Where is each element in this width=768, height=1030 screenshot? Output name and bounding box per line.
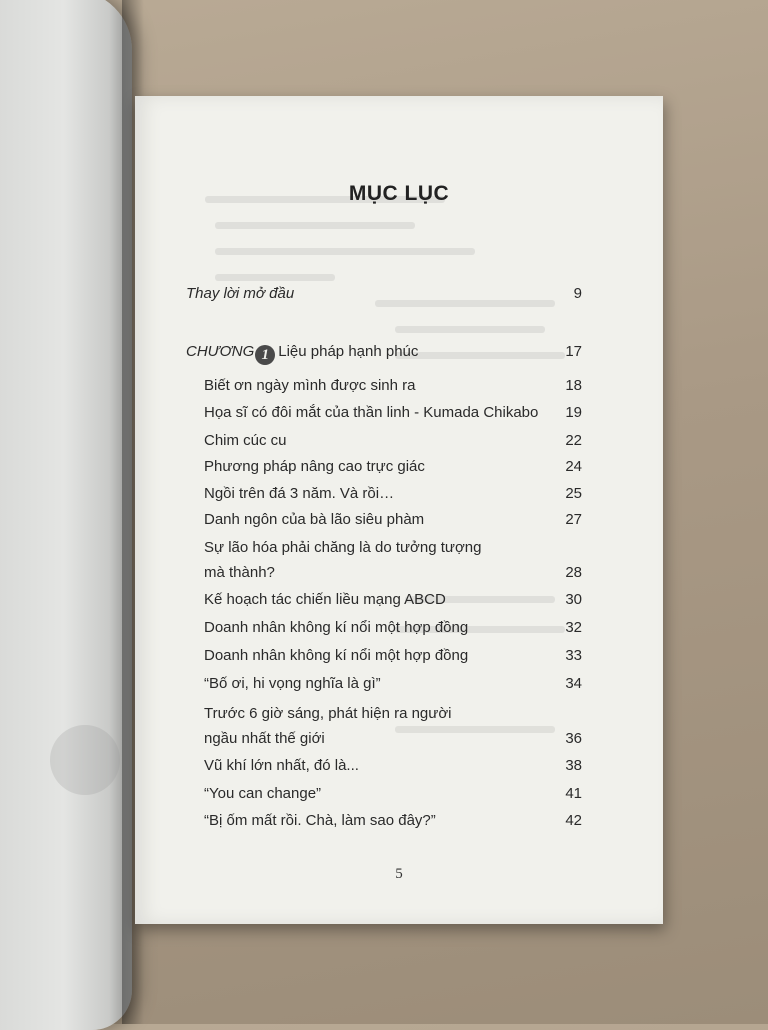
toc-entry-page: 28 bbox=[565, 564, 582, 581]
toc-list bbox=[135, 96, 663, 924]
toc-entry-title: “You can change” bbox=[204, 785, 322, 802]
toc-entry-title: Biết ơn ngày mình được sinh ra bbox=[204, 377, 416, 394]
toc-entry-page: 9 bbox=[573, 285, 582, 302]
toc-entry[interactable] bbox=[204, 782, 582, 806]
toc-entry-page: 34 bbox=[565, 675, 582, 692]
toc-entry-page: 30 bbox=[565, 591, 582, 608]
toc-entry[interactable] bbox=[204, 508, 582, 532]
toc-entry[interactable] bbox=[204, 374, 582, 398]
left-page bbox=[0, 0, 132, 1030]
toc-entry-title-line-2: ngầu nhất thế giới bbox=[204, 730, 325, 747]
toc-entry[interactable] bbox=[204, 401, 582, 425]
page-number: 5 bbox=[395, 866, 403, 882]
toc-entry-title: Thay lời mở đầu bbox=[186, 285, 295, 302]
toc-entry-title: Ngồi trên đá 3 năm. Và rồi… bbox=[204, 485, 395, 502]
toc-entry-title: Họa sĩ có đôi mắt của thần linh - Kumada Chikabo bbox=[204, 404, 539, 421]
toc-entry-continued[interactable] bbox=[204, 561, 582, 585]
toc-entry-title-line-1: Trước 6 giờ sáng, phát hiện ra người bbox=[204, 705, 452, 722]
toc-entry[interactable] bbox=[204, 455, 582, 479]
toc-entry-title: Vũ khí lớn nhất, đó là... bbox=[204, 757, 359, 774]
toc-entry[interactable] bbox=[204, 754, 582, 778]
chapter-number-badge: 1 bbox=[255, 345, 275, 365]
toc-entry-page: 36 bbox=[565, 730, 582, 747]
left-page-show-through bbox=[50, 725, 120, 795]
toc-entry-page: 19 bbox=[565, 404, 582, 421]
toc-entry-page: 38 bbox=[565, 757, 582, 774]
toc-entry-page: 17 bbox=[565, 343, 582, 360]
toc-entry-page: 25 bbox=[565, 485, 582, 502]
toc-entry-title: Doanh nhân không kí nổi một hợp đồng bbox=[204, 619, 469, 636]
toc-entry-page: 24 bbox=[565, 458, 582, 475]
toc-entry[interactable] bbox=[204, 429, 582, 453]
toc-entry-page: 18 bbox=[565, 377, 582, 394]
toc-entry-title: Doanh nhân không kí nổi một hợp đồng bbox=[204, 647, 469, 664]
toc-entry-title: Chim cúc cu bbox=[204, 432, 287, 449]
toc-entry-page: 33 bbox=[565, 647, 582, 664]
toc-entry-page: 22 bbox=[565, 432, 582, 449]
toc-entry-page: 27 bbox=[565, 511, 582, 528]
toc-entry[interactable] bbox=[204, 616, 582, 640]
toc-entry-page: 42 bbox=[565, 812, 582, 829]
toc-entry-page: 41 bbox=[565, 785, 582, 802]
toc-entry-continued[interactable] bbox=[204, 727, 582, 751]
toc-entry[interactable] bbox=[204, 536, 582, 560]
toc-title: MỤC LỤC bbox=[348, 182, 450, 205]
toc-entry-title-line-2: mà thành? bbox=[204, 564, 275, 581]
toc-entry[interactable] bbox=[204, 809, 582, 833]
toc-entry-intro[interactable] bbox=[186, 282, 582, 306]
toc-entry-title: “Bố ơi, hi vọng nghĩa là gì” bbox=[204, 675, 381, 692]
chapter-title: Liệu pháp hạnh phúc bbox=[278, 343, 419, 360]
chapter-label: CHƯƠNG bbox=[186, 343, 255, 360]
toc-entry-title: “Bị ốm mất rồi. Chà, làm sao đây?” bbox=[204, 812, 436, 829]
toc-entry[interactable] bbox=[204, 482, 582, 506]
toc-entry[interactable] bbox=[204, 702, 582, 726]
toc-entry-title-line-1: Sự lão hóa phải chăng là do tưởng tượng bbox=[204, 539, 482, 556]
toc-entry-title: Kế hoạch tác chiến liều mạng ABCD bbox=[204, 591, 446, 608]
table-of-contents-page bbox=[135, 96, 663, 924]
toc-entry[interactable] bbox=[204, 588, 582, 612]
toc-entry-title: Danh ngôn của bà lão siêu phàm bbox=[204, 511, 425, 528]
toc-entry-title: Phương pháp nâng cao trực giác bbox=[204, 458, 425, 475]
toc-entry[interactable] bbox=[204, 644, 582, 668]
toc-entry[interactable] bbox=[204, 672, 582, 696]
toc-chapter-1[interactable] bbox=[186, 340, 582, 364]
toc-entry-page: 32 bbox=[565, 619, 582, 636]
